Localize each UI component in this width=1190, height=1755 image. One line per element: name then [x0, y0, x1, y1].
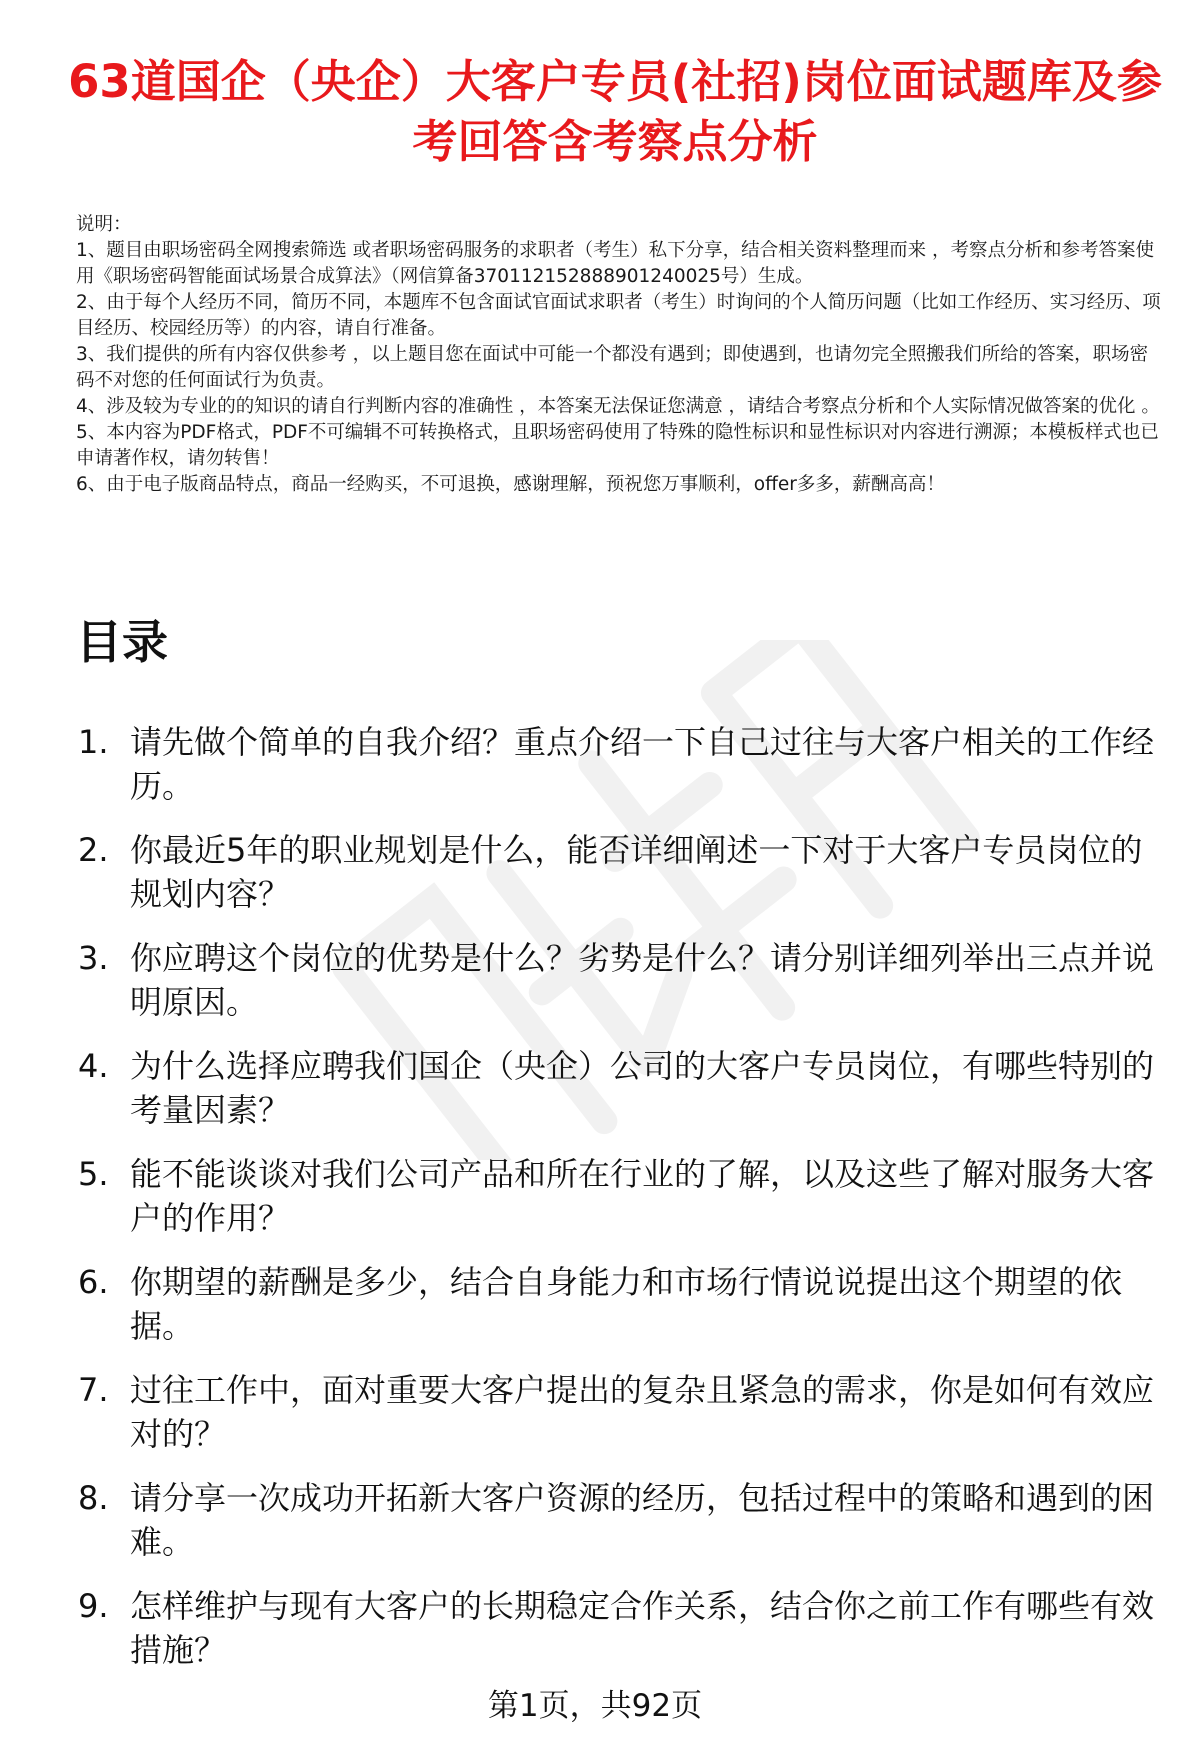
toc-item-number: 7.: [78, 1371, 109, 1409]
toc-heading: 目录: [76, 615, 168, 669]
toc-item-text: 你应聘这个岗位的优势是什么？劣势是什么？请分别详细列举出三点并说明原因。: [130, 939, 1155, 1021]
toc-item-number: 8.: [78, 1479, 109, 1517]
toc-item-number: 4.: [78, 1047, 109, 1085]
toc-item[interactable]: [78, 828, 1168, 916]
toc-item-number: 1.: [78, 723, 109, 761]
toc-item-text: 怎样维护与现有大客户的长期稳定合作关系，结合你之前工作有哪些有效措施？: [130, 1587, 1155, 1669]
toc-item[interactable]: [78, 1152, 1168, 1240]
note-item: 4、涉及较为专业的的知识的请自行判断内容的准确性 ，本答案无法保证您满意 ，请结合考察点分析和个人实际情况做答案的优化 。: [76, 396, 1160, 417]
notes-section: [76, 212, 1162, 498]
toc-item[interactable]: [78, 936, 1168, 1024]
toc-list: [78, 720, 1168, 1692]
note-item: 2、由于每个人经历不同，简历不同，本题库不包含面试官面试求职者（考生）时询问的个人简历问题（比如工作经历、实习经历、项目经历、校园经历等）的内容，请自行准备。: [76, 292, 1161, 339]
note-item: 6、由于电子版商品特点，商品一经购买，不可退换，感谢理解，预祝您万事顺利，offer多多，薪酬高高！: [76, 474, 945, 495]
toc-item[interactable]: [78, 1044, 1168, 1132]
page-number: 第1页，共92页: [487, 1688, 703, 1724]
document-title: 63道国企（央企）大客户专员(社招)岗位面试题库及参考回答含考察点分析: [68, 55, 1162, 168]
toc-item[interactable]: [78, 1260, 1168, 1348]
toc-item-text: 过往工作中，面对重要大客户提出的复杂且紧急的需求，你是如何有效应对的？: [130, 1371, 1155, 1453]
note-item: 3、我们提供的所有内容仅供参考 ，以上题目您在面试中可能一个都没有遇到；即使遇到，也请勿完全照搬我们所给的答案，职场密码不对您的任何面试行为负责。: [76, 344, 1149, 391]
toc-item-text: 请先做个简单的自我介绍？重点介绍一下自己过往与大客户相关的工作经历。: [130, 723, 1155, 805]
toc-item-number: 9.: [78, 1587, 109, 1625]
toc-item-text: 你最近5年的职业规划是什么，能否详细阐述一下对于大客户专员岗位的规划内容？: [130, 831, 1143, 913]
toc-item[interactable]: [78, 1368, 1168, 1456]
toc-item-number: 5.: [78, 1155, 109, 1193]
toc-item-text: 请分享一次成功开拓新大客户资源的经历，包括过程中的策略和遇到的困难。: [130, 1479, 1155, 1561]
toc-item-number: 6.: [78, 1263, 109, 1301]
toc-item-text: 为什么选择应聘我们国企（央企）公司的大客户专员岗位，有哪些特别的考量因素？: [130, 1047, 1155, 1129]
note-item: 5、本内容为PDF格式，PDF不可编辑不可转换格式，且职场密码使用了特殊的隐性标识和显性标识对内容进行溯源；本模板样式也已申请著作权，请勿转售！: [76, 422, 1159, 469]
toc-item-number: 3.: [78, 939, 109, 977]
toc-item-text: 你期望的薪酬是多少，结合自身能力和市场行情说说提出这个期望的依据。: [130, 1263, 1123, 1345]
note-item: 1、题目由职场密码全网搜索筛选 或者职场密码服务的求职者（考生）私下分享，结合相关资料整理而来 ，考察点分析和参考答案使用《职场密码智能面试场景合成算法》（网信算备370112152888901240025号）生成。: [76, 240, 1155, 287]
toc-item[interactable]: [78, 1584, 1168, 1672]
notes-heading: 说明：: [76, 214, 132, 235]
toc-item[interactable]: [78, 1476, 1168, 1564]
toc-item[interactable]: [78, 720, 1168, 808]
toc-item-text: 能不能谈谈对我们公司产品和所在行业的了解，以及这些了解对服务大客户的作用？: [130, 1155, 1155, 1237]
toc-item-number: 2.: [78, 831, 109, 869]
